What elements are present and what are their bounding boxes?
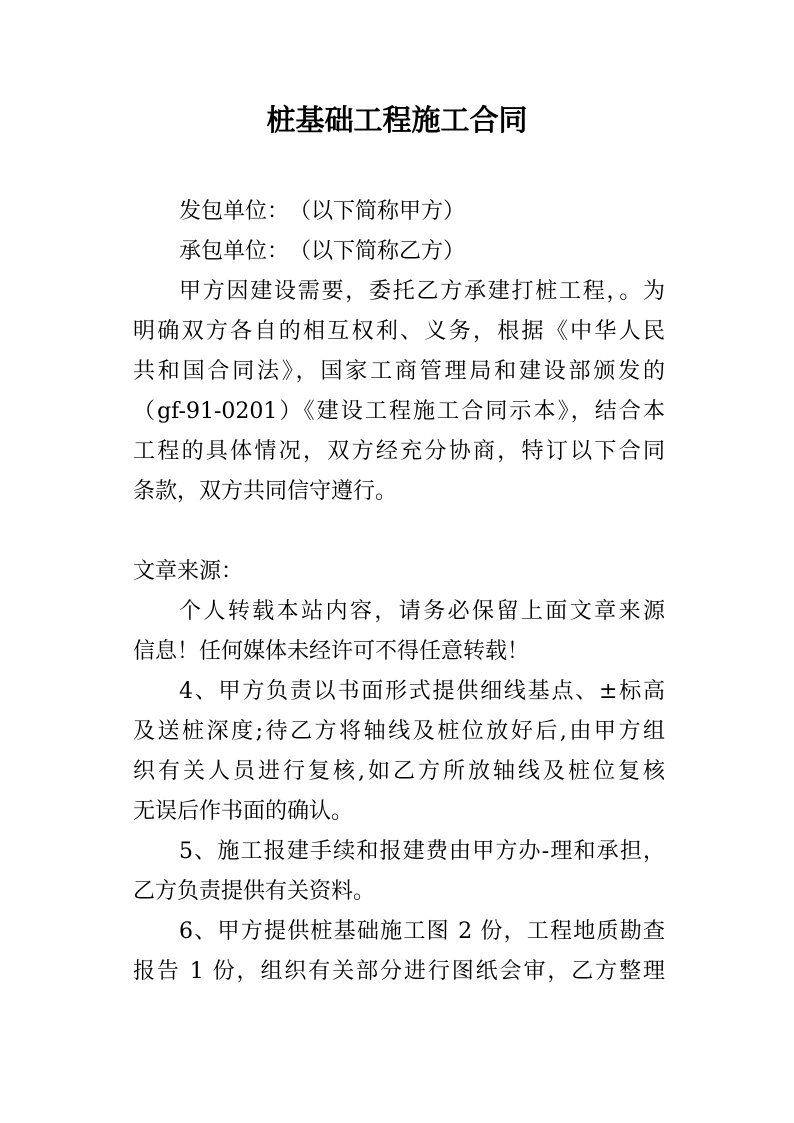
text-line: （gf-91-0201）《建设工程施工合同示本》，结合本	[133, 399, 665, 424]
text-line-contractor: 承包单位： （以下简称乙方）	[179, 239, 466, 264]
text-line: 无误后作书面的确认。	[133, 799, 354, 824]
text-line: 信息！任何媒体未经许可不得任意转载！	[133, 639, 530, 664]
text-line: 条款，双方共同信守遵行。	[133, 479, 398, 504]
text-line: 甲方因建设需要，委托乙方承建打桩工程，。为	[179, 279, 665, 304]
text-line: 织有关人员进行复核,如乙方所放轴线及桩位复核	[133, 759, 665, 784]
text-line: 乙方负责提供有关资料。	[133, 879, 376, 904]
text-line: 报告 1 份，组织有关部分进行图纸会审，乙方整理	[133, 959, 665, 984]
document-title: 桩基础工程施工合同	[266, 103, 528, 137]
text-line: 个人转载本站内容，请务必保留上面文章来源	[179, 599, 665, 624]
text-line: 共和国合同法》，国家工商管理局和建设部颁发的	[133, 359, 665, 384]
blank-line	[133, 512, 665, 552]
text-line: 及送桩深度;待乙方将轴线及桩位放好后,由甲方组	[133, 719, 665, 744]
text-line-clause-6: 6、甲方提供桩基础施工图 2 份，工程地质勘查	[179, 919, 665, 944]
text-line-clause-4: 4、甲方负责以书面形式提供细线基点、±标高	[179, 679, 665, 704]
text-line: 明确双方各自的相互权利、义务，根据《中华人民	[133, 319, 665, 344]
text-line-clause-5: 5、施工报建手续和报建费由甲方办-理和承担，	[179, 839, 665, 864]
text-line: 工程的具体情况，双方经充分协商，特订以下合同	[133, 439, 665, 464]
document-body	[133, 192, 665, 992]
text-line-source-label: 文章来源：	[133, 559, 244, 584]
text-line-client: 发包单位： （以下简称甲方）	[179, 199, 466, 224]
